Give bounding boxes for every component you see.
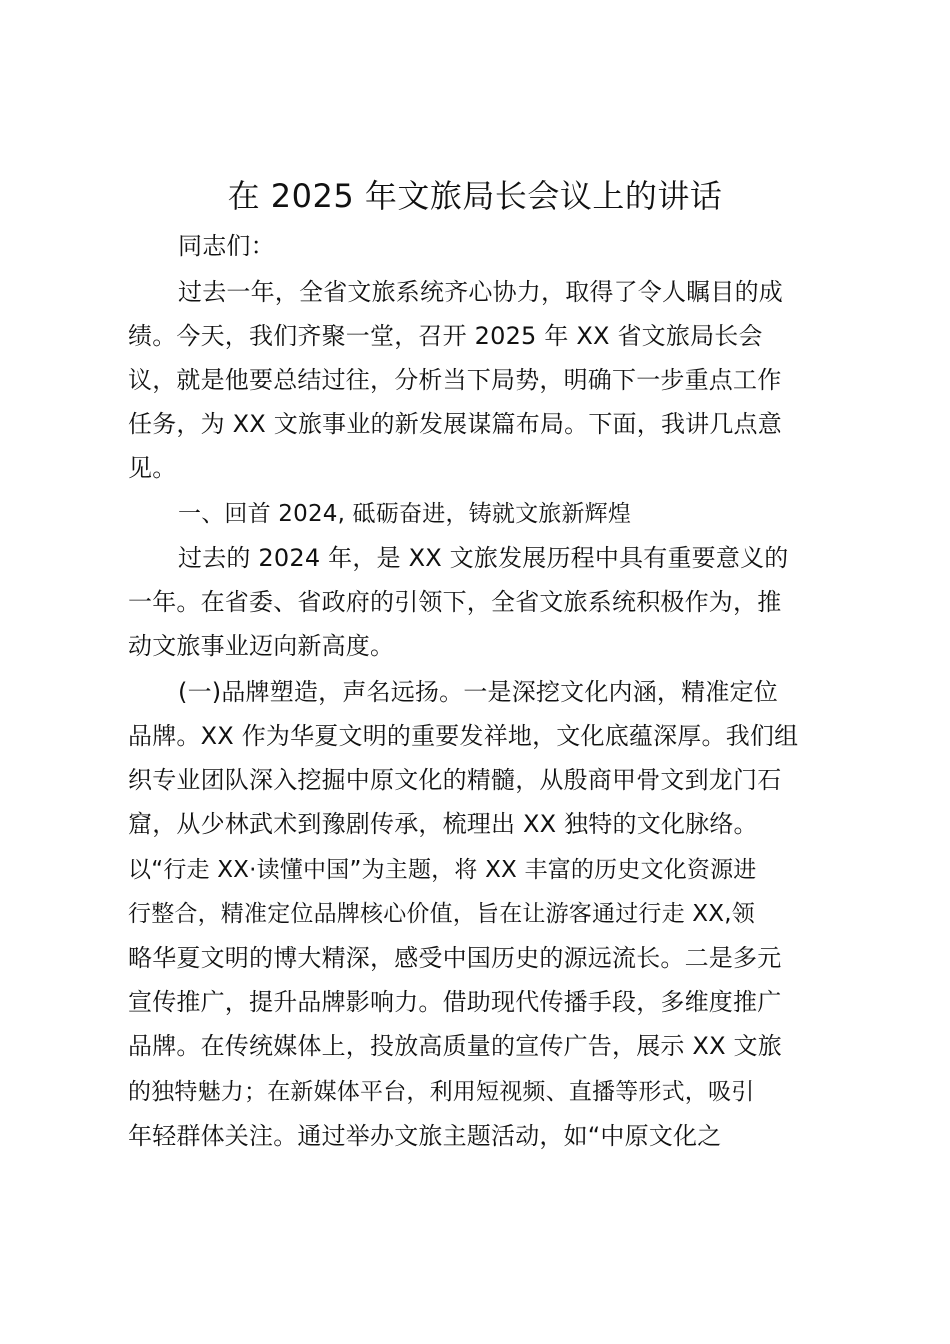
paragraph-line: 绩。今天，我们齐聚一堂，召开 2025 年 XX 省文旅局长会 — [128, 322, 763, 350]
paragraph-line: 织专业团队深入挖掘中原文化的精髓，从殷商甲骨文到龙门石 — [128, 766, 782, 794]
paragraph-line: 品牌。在传统媒体上，投放高质量的宣传广告，展示 XX 文旅 — [128, 1032, 782, 1060]
paragraph-line: 议，就是他要总结过往，分析当下局势，明确下一步重点工作 — [128, 366, 782, 394]
section-heading: 一、回首 2024, 砥砺奋进，铸就文旅新辉煌 — [178, 501, 632, 527]
paragraph-line: 一年。在省委、省政府的引领下，全省文旅系统积极作为，推 — [128, 588, 782, 616]
paragraph-line: 的独特魅力；在新媒体平台，利用短视频、直播等形式，吸引 — [128, 1079, 755, 1105]
paragraph-line: 任务，为 XX 文旅事业的新发展谋篇布局。下面，我讲几点意 — [128, 410, 782, 438]
paragraph-line: 过去一年，全省文旅系统齐心协力，取得了令人瞩目的成 — [178, 278, 783, 306]
paragraph-line: 略华夏文明的博大精深，感受中国历史的源远流长。二是多元 — [128, 944, 782, 972]
paragraph-line: 年轻群体关注。通过举办文旅主题活动，如“中原文化之 — [128, 1122, 722, 1150]
document-title: 在 2025 年文旅局长会议上的讲话 — [227, 177, 723, 215]
paragraph-line: 宣传推广，提升品牌影响力。借助现代传播手段，多维度推广 — [128, 988, 782, 1016]
paragraph-line: 行整合，精准定位品牌核心价值，旨在让游客通过行走 XX,领 — [128, 901, 755, 927]
paragraph-line: (一)品牌塑造，声名远扬。一是深挖文化内涵，精准定位 — [178, 678, 778, 706]
paragraph-line: 动文旅事业迈向新高度。 — [128, 632, 395, 660]
salutation: 同志们： — [178, 232, 275, 260]
paragraph-line: 窟，从少林武术到豫剧传承，梳理出 XX 独特的文化脉络。 — [128, 810, 758, 838]
paragraph-line: 以“行走 XX·读懂中国”为主题，将 XX 丰富的历史文化资源进 — [128, 857, 757, 883]
paragraph-line: 过去的 2024 年，是 XX 文旅发展历程中具有重要意义的 — [178, 544, 789, 572]
paragraph-line: 见。 — [128, 454, 177, 482]
paragraph-line: 品牌。XX 作为华夏文明的重要发祥地，文化底蕴深厚。我们组 — [128, 722, 799, 750]
